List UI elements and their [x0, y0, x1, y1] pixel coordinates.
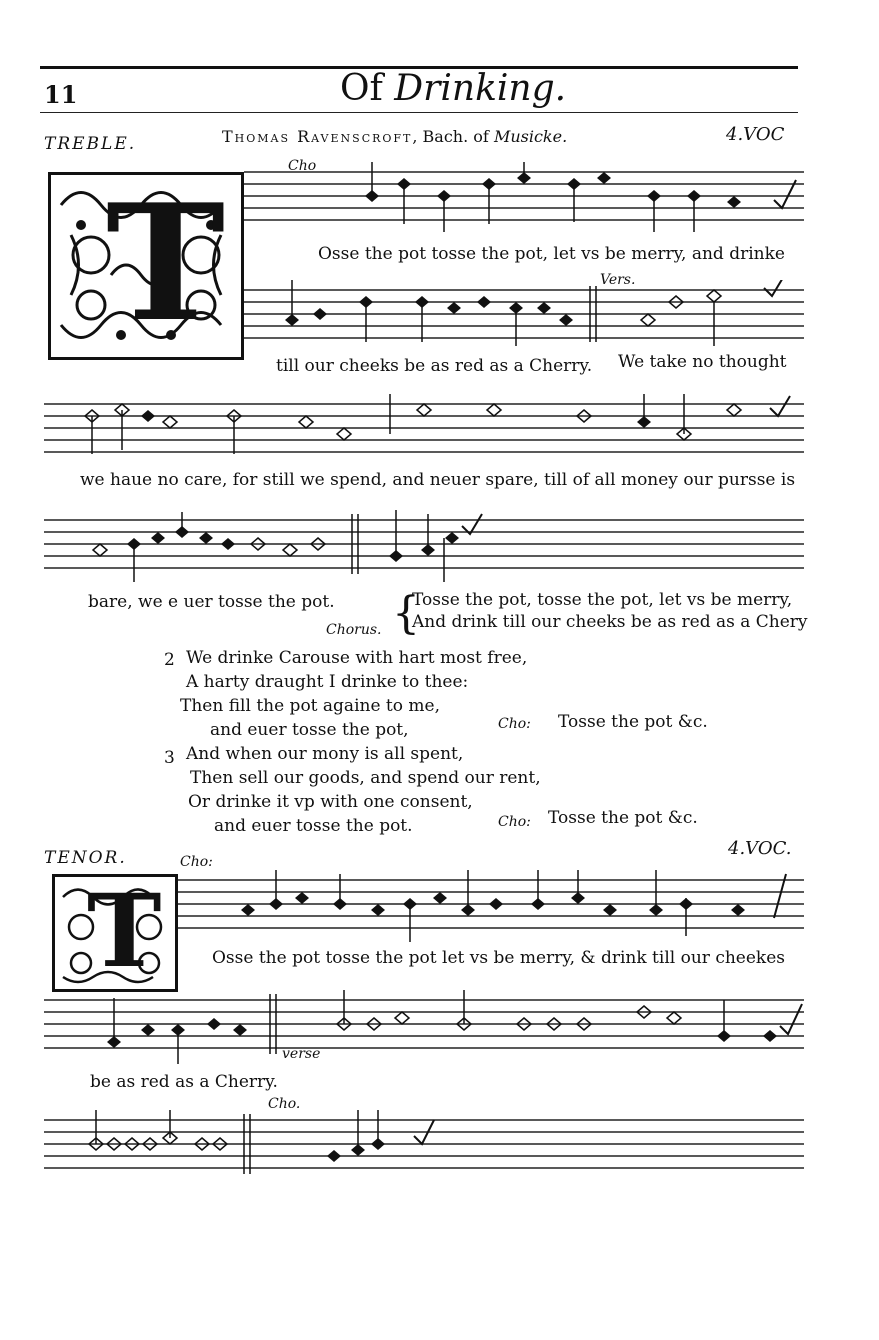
tenor-staff-1 — [178, 870, 804, 946]
tenor-voc-label: 4.VOC. — [728, 838, 792, 859]
initial-letter: T — [106, 169, 226, 357]
chorus-label: Chorus. — [326, 622, 382, 638]
composer-suffix: , Bach. of — [412, 127, 489, 146]
composer-name: Thomas Ravenscroft — [222, 127, 413, 146]
treble-cho-mark: Cho — [288, 158, 317, 174]
tenor-ornamental-initial — [52, 874, 178, 992]
verse-2-line-1: We drinke Carouse with hart most free, — [186, 648, 528, 668]
treble-lyric-2: till our cheeks be as red as a Cherry. — [276, 356, 593, 376]
title-underline — [40, 112, 798, 113]
tenor-staff-2 — [44, 990, 804, 1070]
tenor-verse-mark: verse — [282, 1046, 321, 1062]
verse-2-line-3: Then fill the pot againe to me, — [180, 696, 440, 716]
treble-staff-1 — [244, 162, 804, 236]
verse-2-line-4: and euer tosse the pot, — [210, 720, 409, 740]
tenor-lyric-2: be as red as a Cherry. — [90, 1072, 278, 1092]
treble-staff-2 — [244, 280, 804, 356]
verse-2-line-2: A harty draught I drinke to thee: — [186, 672, 469, 692]
verse-3-line-1: And when our mony is all spent, — [186, 744, 464, 764]
composer-credit — [222, 127, 567, 146]
chorus-line-2: And drink till our cheeks be as red as a Chery — [412, 612, 808, 632]
page-title — [340, 68, 566, 109]
verse-2-cho-label: Cho: — [498, 716, 531, 732]
tenor-cho-mark: Cho: — [180, 854, 213, 870]
tenor-lyric-1: Osse the pot tosse the pot let vs be merry, & drink till our cheekes — [212, 948, 785, 968]
treble-ornamental-initial — [48, 169, 244, 360]
treble-voice-label: TREBLE. — [44, 134, 137, 154]
verse-2-cho-text: Tosse the pot &c. — [558, 712, 708, 732]
title-main: Drinking. — [394, 68, 567, 109]
verse-3-line-4: and euer tosse the pot. — [214, 816, 413, 836]
verse-3-number: 3 — [164, 748, 175, 768]
verse-3-line-2: Then sell our goods, and spend our rent, — [190, 768, 541, 788]
chorus-brace: { — [392, 588, 420, 639]
composer-subject: Musicke. — [493, 127, 568, 146]
verse-2-number: 2 — [164, 650, 175, 670]
tenor-cho-mark-2: Cho. — [268, 1096, 301, 1112]
treble-lyric-4: we haue no care, for still we spend, and neuer spare, till of all money our pursse is — [80, 470, 796, 490]
treble-lyric-5: bare, we e uer tosse the pot. — [88, 592, 335, 612]
tenor-voice-label: TENOR. — [44, 848, 127, 868]
page-number: 11 — [44, 80, 78, 109]
treble-staff-3 — [44, 394, 804, 474]
treble-vers-mark: Vers. — [600, 272, 636, 288]
treble-voc-label: 4.VOC — [726, 124, 785, 145]
chorus-line-1: Tosse the pot, tosse the pot, let vs be merry, — [412, 590, 793, 610]
verse-3-cho-label: Cho: — [498, 814, 531, 830]
treble-lyric-3: We take no thought — [618, 352, 787, 372]
verse-3-line-3: Or drinke it vp with one consent, — [188, 792, 473, 812]
verse-3-cho-text: Tosse the pot &c. — [548, 808, 698, 828]
tenor-initial-letter: T — [87, 872, 162, 990]
treble-lyric-1: Osse the pot tosse the pot, let vs be merry, and drinke — [318, 244, 785, 264]
tenor-staff-3 — [44, 1110, 804, 1190]
treble-staff-4 — [44, 510, 804, 590]
title-prefix: Of — [340, 68, 383, 109]
